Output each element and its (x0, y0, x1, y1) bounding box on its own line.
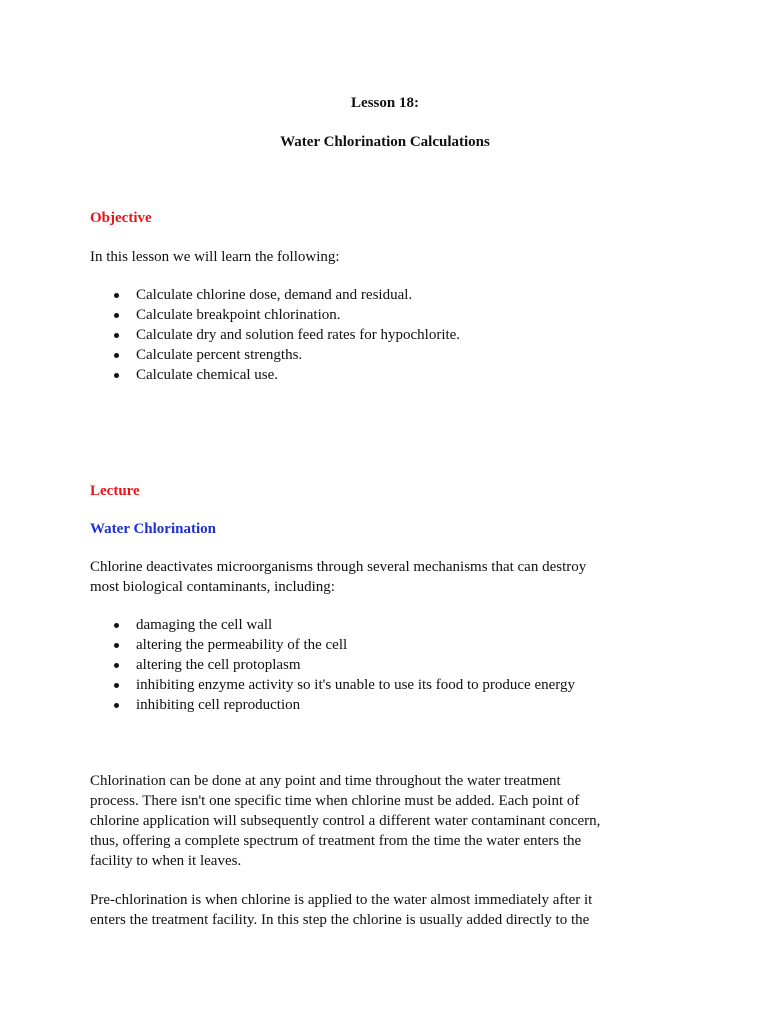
list-item: inhibiting enzyme activity so it's unable to use its food to produce energy (90, 675, 680, 695)
list-item: altering the permeability of the cell (90, 635, 680, 655)
list-item: damaging the cell wall (90, 615, 680, 635)
list-item: Calculate chemical use. (90, 365, 680, 385)
list-item: altering the cell protoplasm (90, 655, 680, 675)
lesson-number: Lesson 18: (351, 95, 419, 111)
list-item: Calculate chlorine dose, demand and residual. (90, 285, 680, 305)
objective-heading: Objective (90, 210, 152, 226)
water-chlorination-heading: Water Chlorination (90, 521, 216, 537)
objective-list (90, 285, 680, 385)
lecture-intro-line-2: most biological contaminants, including: (90, 579, 335, 595)
chlorination-paragraph-line: chlorine application will subsequently control a different water contaminant concern, (90, 813, 601, 829)
chlorination-paragraph-line: process. There isn't one specific time when chlorine must be added. Each point of (90, 793, 580, 809)
list-item: Calculate breakpoint chlorination. (90, 305, 680, 325)
chlorination-paragraph-line: facility to when it leaves. (90, 853, 242, 869)
mechanisms-list (90, 615, 680, 715)
objective-intro: In this lesson we will learn the following: (90, 249, 340, 265)
prechlorination-paragraph-line: Pre-chlorination is when chlorine is applied to the water almost immediately after it (90, 892, 593, 908)
list-item: Calculate percent strengths. (90, 345, 680, 365)
lecture-intro-line-1: Chlorine deactivates microorganisms through several mechanisms that can destroy (90, 559, 587, 575)
lecture-heading: Lecture (90, 483, 140, 499)
chlorination-paragraph-line: thus, offering a complete spectrum of treatment from the time the water enters the (90, 833, 582, 849)
lesson-title: Water Chlorination Calculations (280, 134, 490, 150)
prechlorination-paragraph-line: enters the treatment facility. In this step the chlorine is usually added directly to the (90, 912, 590, 928)
chlorination-paragraph-line: Chlorination can be done at any point and time throughout the water treatment (90, 773, 561, 789)
list-item: inhibiting cell reproduction (90, 695, 680, 715)
list-item: Calculate dry and solution feed rates for hypochlorite. (90, 325, 680, 345)
